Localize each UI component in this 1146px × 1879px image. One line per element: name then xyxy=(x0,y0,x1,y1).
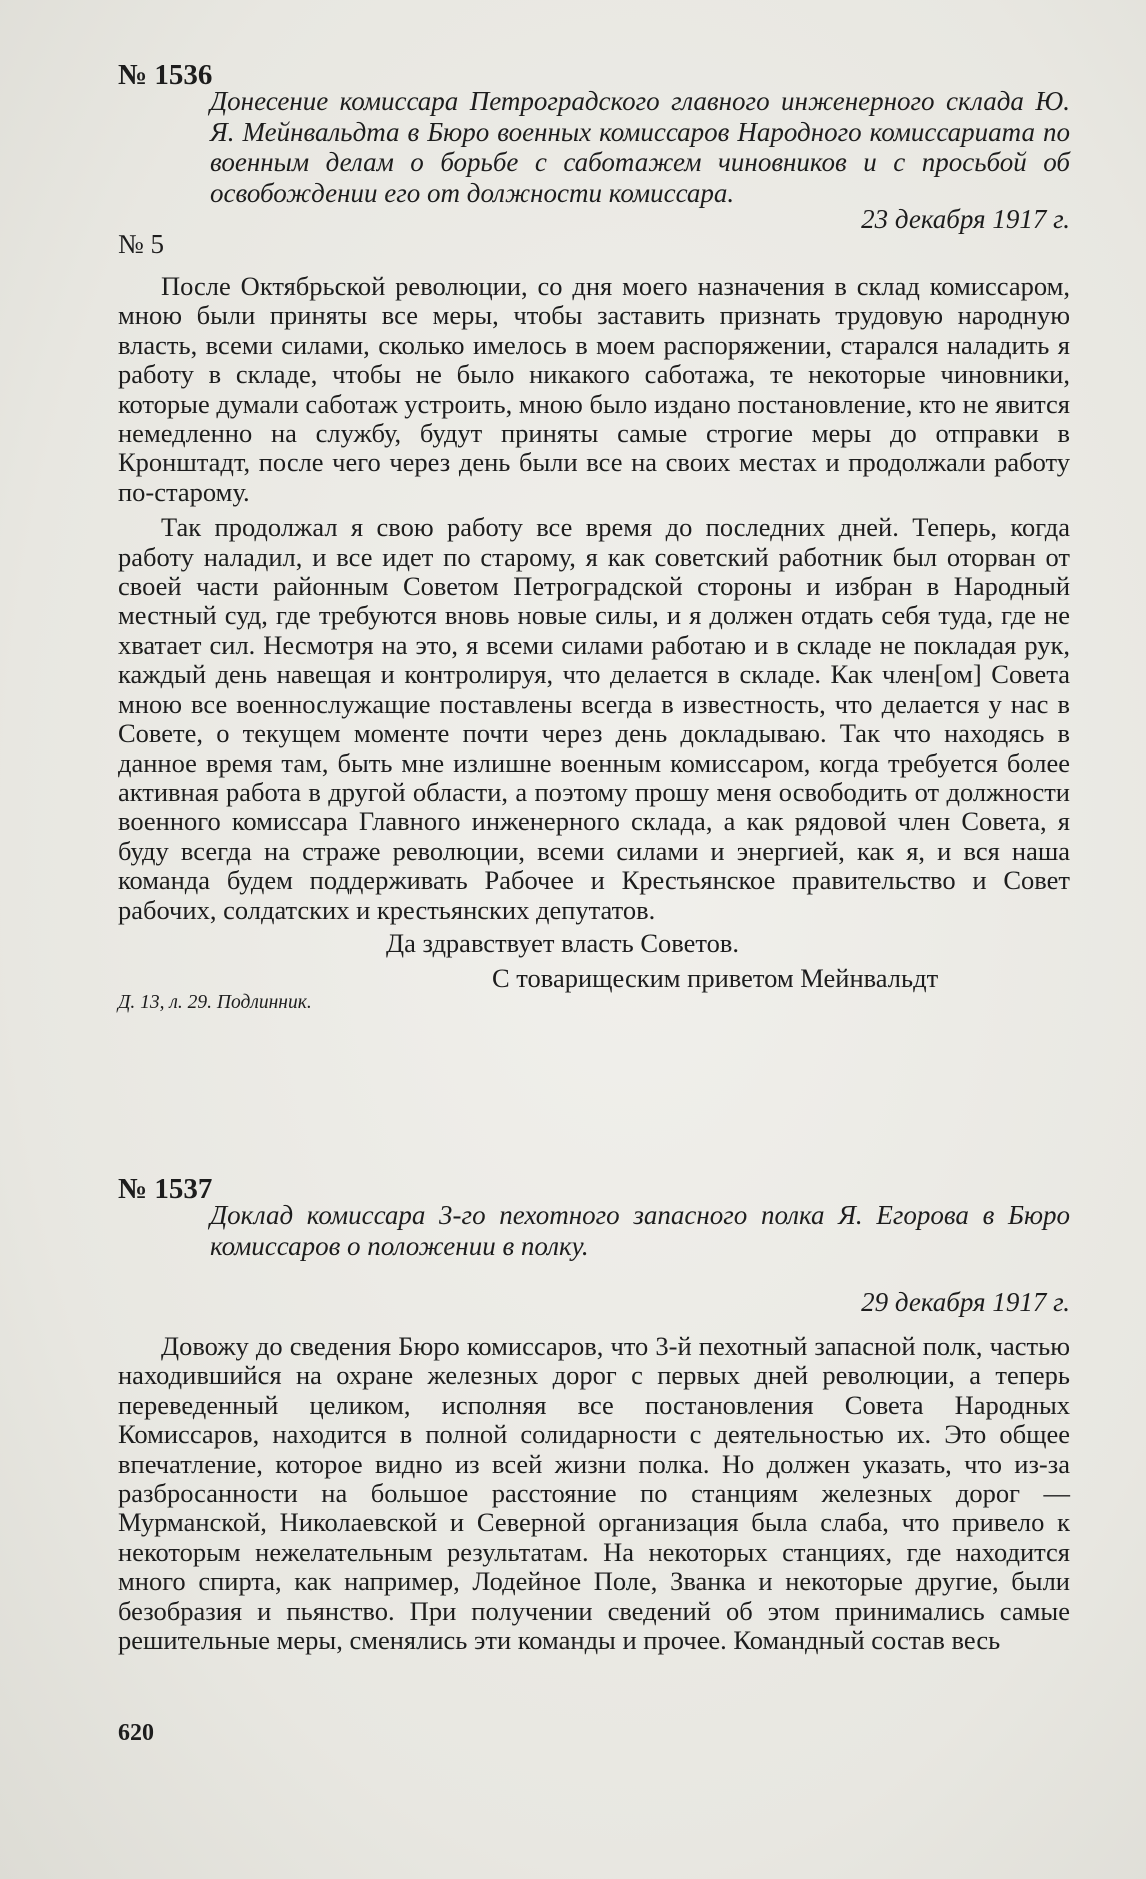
document-date: 23 декабря 1917 г. xyxy=(861,204,1070,234)
document-number: № 1536 xyxy=(118,59,213,91)
paragraph: После Октябрьской революции, со дня моего назначения в склад комиссаром, мною были приняты все меры, чтобы заставить признать трудовую народную власть, всеми силами, сколько имелось в моем распоряжении, старался наладить я работу в складе, чтобы не было никакого саботажа, те некоторые чиновники, которые думали саботаж устроить, мною было издано постановление, кто не явится немедленно на службу, будут приняты самые строгие меры до отправки в Кронштадт, после чего через день были все на своих местах и продолжали работу по-старому. xyxy=(118,271,1070,507)
closing-salute: Да здравствует власть Советов. xyxy=(386,927,739,958)
document-1537 xyxy=(118,1174,1070,1655)
document-1536 xyxy=(118,60,1070,1014)
page-number: 620 xyxy=(118,1720,154,1746)
document-title: Донесение комиссара Петроградского главного инженерного склада Ю. Я. Мейнвальдта в Бюро военных комиссаров Народного комиссариата по военным делам о борьбе с саботажем чиновников и с просьбой об освобождении его от должности комиссара. xyxy=(210,86,1070,208)
document-title: Доклад комиссара 3-го пехотного запасного полка Я. Егорова в Бюро комиссаров о положении в полку. xyxy=(210,1200,1070,1261)
document-number: № 1537 xyxy=(118,1173,213,1205)
archive-source: Д. 13, л. 29. Подлинник. xyxy=(118,991,312,1013)
paragraph: Довожу до сведения Бюро комиссаров, что 3-й пехотный запасной полк, частью находившийся на охране железных дорог с первых дней революции, а теперь переведенный целиком, исполняя все постановления Совета Народных Комиссаров, находится в полной солидарности с деятельностью их. Это общее впечатление, которое видно из всей жизни полка. Но должен указать, что из-за разбросанности на большое расстояние по станциям железных дорог — Мурманской, Николаевской и Северной организация была слаба, что привело к некоторым нежелательным результатам. На некоторых станциях, где находится много спирта, как например, Лодейное Поле, Званка и некоторые другие, были безобразия и пьянство. При получении сведений об этом принимались самые решительные меры, сменялись эти команды и прочее. Командный состав весь xyxy=(118,1331,1070,1656)
document-reference: № 5 xyxy=(118,229,165,259)
closing-signature: С товарищеским приветом Мейнвальдт xyxy=(492,963,939,994)
paragraph: Так продолжал я свою работу все время до последних дней. Теперь, когда работу наладил, и все идет по старому, я как советский работник был оторван от своей части районным Советом Петроградской стороны и избран в Народный местный суд, где требуются вновь новые силы, и я должен отдать себя туда, где не хватает сил. Несмотря на это, я всеми силами работаю и в складе не покладая рук, каждый день навещая и контролируя, что делается в складе. Как член[ом] Совета мною все военнослужащие поставлены всегда в известность, что делается у нас в Совете, о текущем моменте почти через день докладываю. Так что находясь в данное время там, быть мне излишне военным комиссаром, когда требуется более активная работа в другой области, а поэтому прошу меня освободить от должности военного комиссара Главного инженерного склада, а как рядовой член Совета, я буду всегда на страже революции, всеми силами и энергией, как я, и вся наша команда будем поддерживать Рабочее и Крестьянское правительство и Совет рабочих, солдатских и крестьянских депутатов. xyxy=(118,512,1070,925)
document-date: 29 декабря 1917 г. xyxy=(861,1287,1070,1317)
